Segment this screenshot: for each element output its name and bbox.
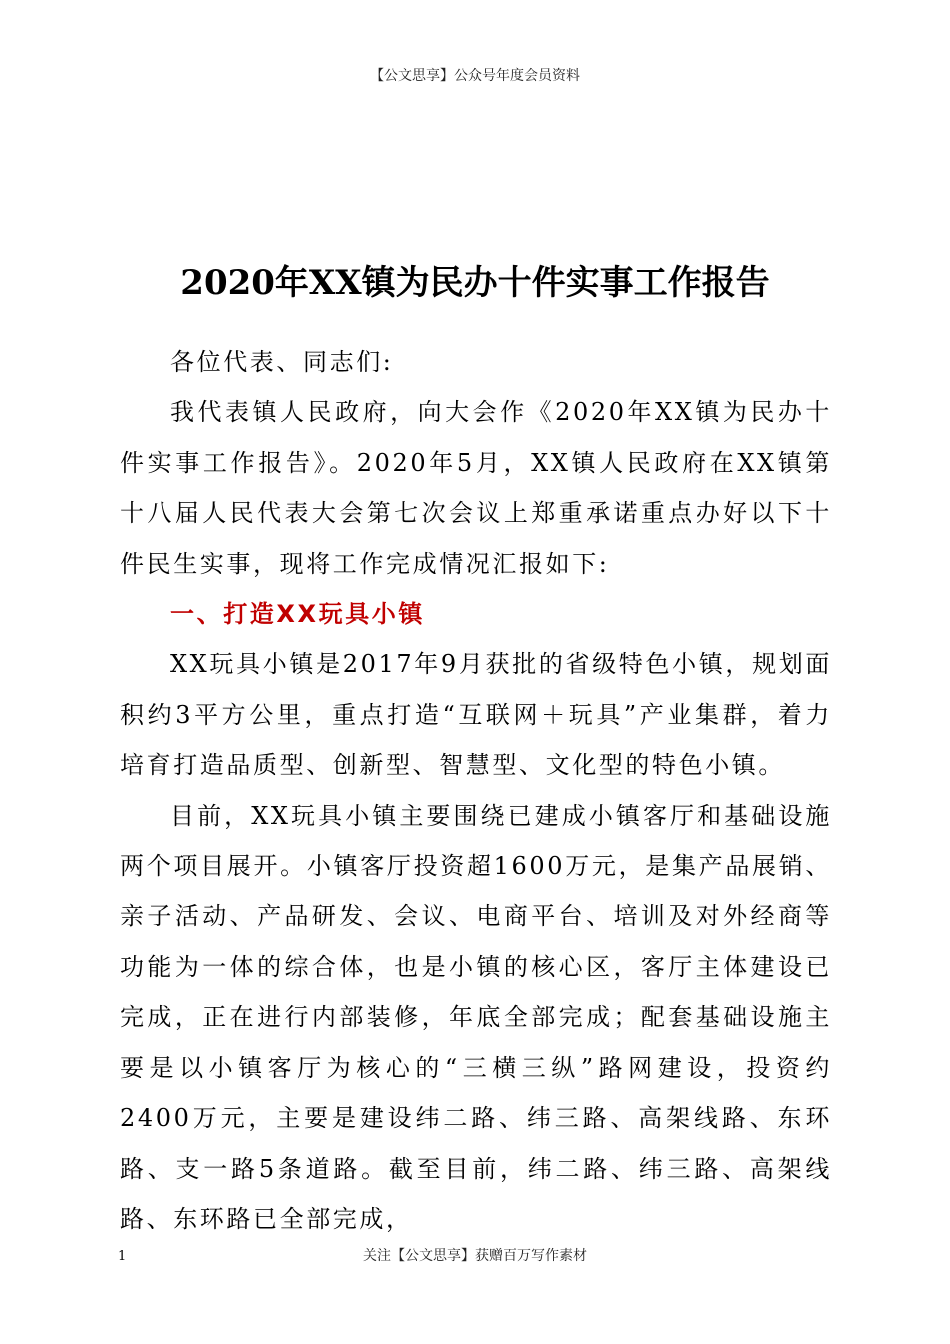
intro-paragraph: 我代表镇人民政府，向大会作《2020年XX镇为民办十件实事工作报告》。2020年5月，XX镇人民政府在XX镇第十八届人民代表大会第七次会议上郑重承诺重点办好以下十件民生实事，现将工作完成情况汇报如下: [120, 398, 832, 578]
section-paragraph: XX玩具小镇是2017年9月获批的省级特色小镇，规划面积约3平方公里，重点打造“互联网＋玩具”产业集群，着力培育打造品质型、创新型、智慧型、文化型的特色小镇。 [120, 650, 832, 780]
salutation: 各位代表、同志们: [170, 348, 394, 376]
section-paragraph: 目前，XX玩具小镇主要围绕已建成小镇客厅和基础设施两个项目展开。小镇客厅投资超1600万元，是集产品展销、亲子活动、产品研发、会议、电商平台、培训及对外经商等功能为一体的综合体，也是小镇的核心区，客厅主体建设已完成，正在进行内部装修，年底全部完成；配套基础设施主要是以小镇客厅为核心的“三横三纵”路网建设，投资约2400万元，主要是建设纬二路、纬三路、高架线路、东环路、支一路5条道路。截至目前，纬二路、纬三路、高架线路、东环路已全部完成， [120, 801, 832, 1233]
page-number: 1 [118, 1249, 127, 1264]
page-header: 【公文思享】公众号年度会员资料 [370, 68, 580, 84]
document-title: 2020年XX镇为民办十件实事工作报告 [180, 263, 770, 303]
page-footer: 关注【公文思享】获赠百万写作素材 [363, 1248, 587, 1264]
section-heading: 一、打造XX玩具小镇 [170, 600, 426, 629]
document-body [120, 337, 832, 1244]
